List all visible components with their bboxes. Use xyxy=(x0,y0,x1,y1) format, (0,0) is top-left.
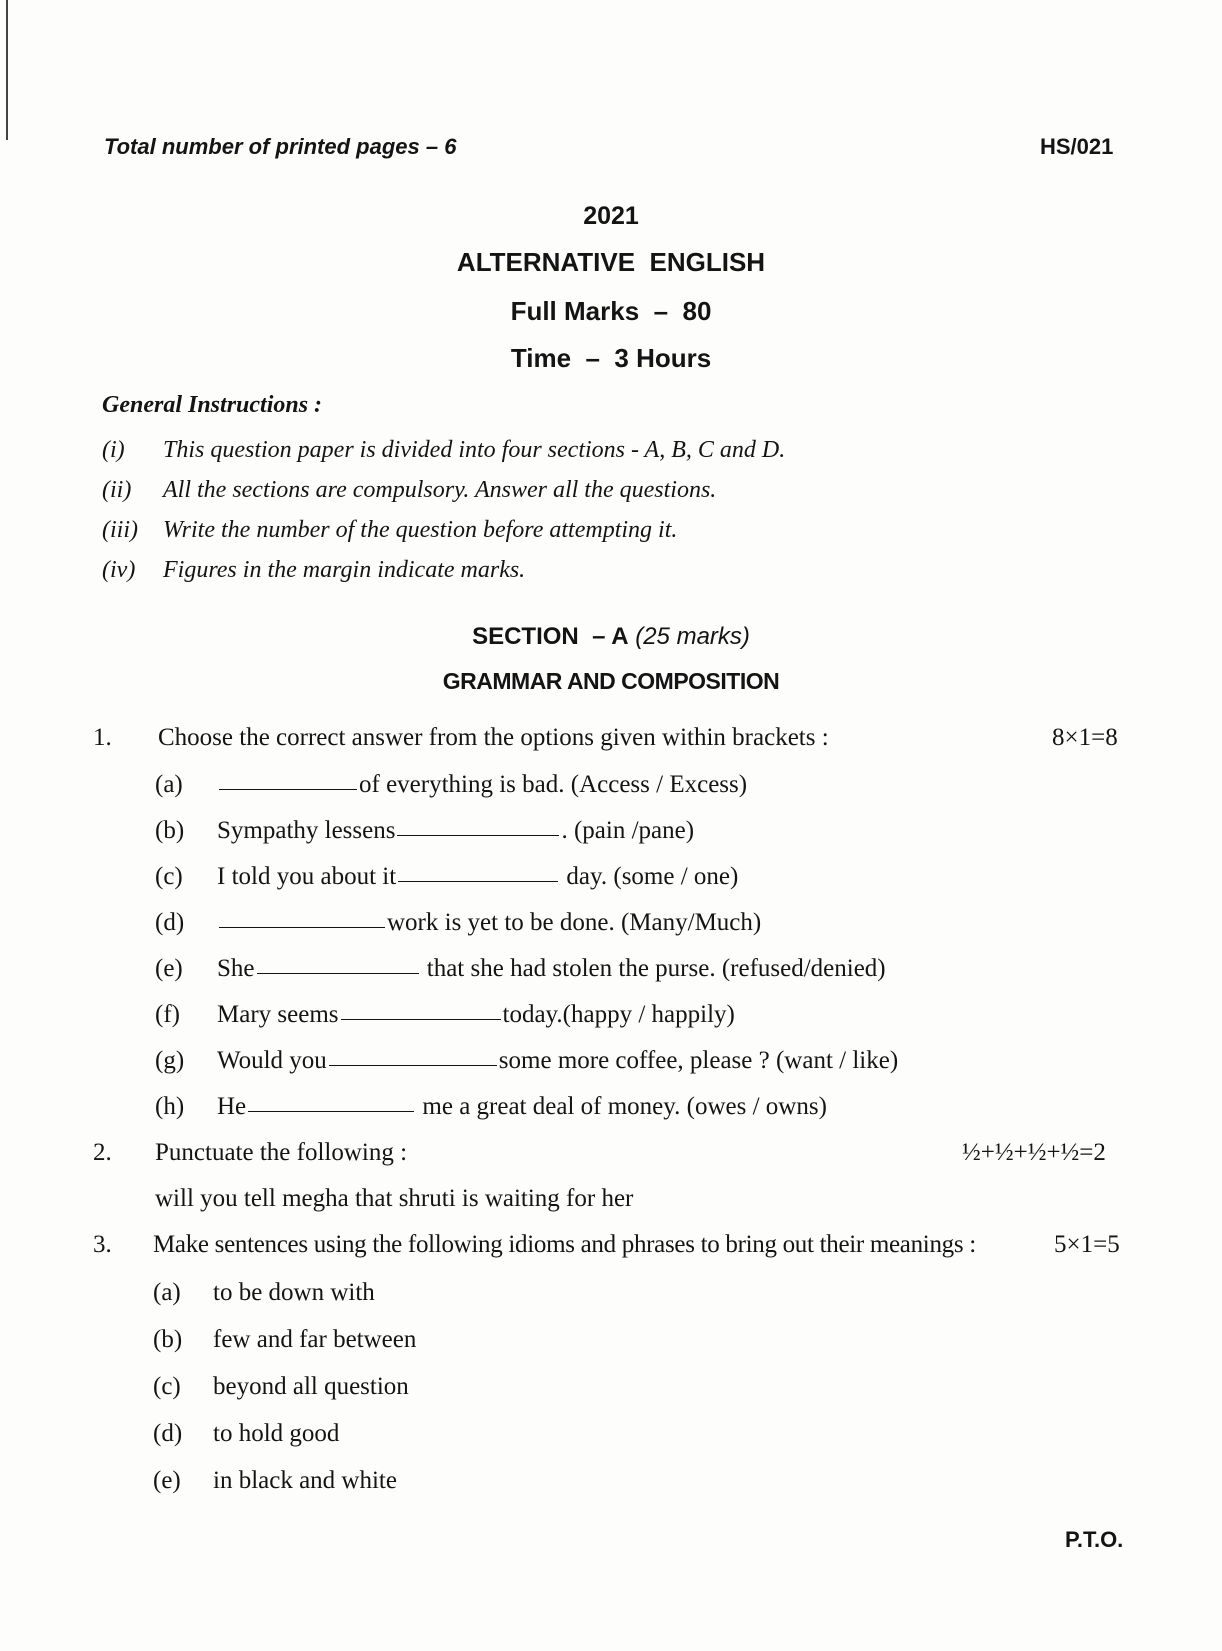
item-text-before: I told you about it xyxy=(217,863,397,890)
question-number: 2. xyxy=(93,1139,112,1166)
section-subtitle: GRAMMAR AND COMPOSITION xyxy=(442,668,780,694)
section-heading xyxy=(0,623,1222,651)
pto-label: P.T.O. xyxy=(1065,1527,1124,1552)
item-label: (e) xyxy=(153,1467,181,1494)
idiom-text: to be down with xyxy=(213,1279,375,1306)
fill-blank-line xyxy=(217,1001,735,1029)
item-label: (a) xyxy=(153,1279,181,1306)
question-text: Choose the correct answer from the options given within brackets : xyxy=(158,724,829,751)
blank-line xyxy=(219,788,357,790)
item-text-before: Would you xyxy=(217,1047,327,1074)
printed-pages-note: Total number of printed pages – 6 xyxy=(104,134,457,159)
instruction-text: All the sections are compulsory. Answer all the questions. xyxy=(163,477,717,503)
question-marks: 8×1=8 xyxy=(1052,724,1118,751)
item-text-after: . (pain /pane) xyxy=(561,817,695,844)
punctuate-sentence: will you tell megha that shruti is waiting for her xyxy=(155,1185,634,1212)
item-text-before: Sympathy lessens xyxy=(217,817,396,844)
blank-line xyxy=(398,880,558,882)
item-text-after: day. (some / one) xyxy=(560,863,739,890)
idiom-text: in black and white xyxy=(213,1467,397,1494)
item-label: (c) xyxy=(153,1373,181,1400)
item-text-after: today.(happy / happily) xyxy=(502,1001,735,1028)
item-label: (d) xyxy=(155,909,185,936)
subject-title: ALTERNATIVE ENGLISH xyxy=(456,247,766,277)
blank-line xyxy=(248,1110,414,1112)
instruction-number: (iii) xyxy=(102,517,138,543)
item-text-before: He xyxy=(217,1093,247,1120)
instruction-text: This question paper is divided into four sections - A, B, C and D. xyxy=(163,437,786,463)
item-label: (g) xyxy=(155,1047,185,1074)
blank-line xyxy=(397,834,559,836)
item-text-after: me a great deal of money. (owes / owns) xyxy=(416,1093,827,1120)
blank-line xyxy=(341,1018,501,1020)
fill-blank-line xyxy=(217,955,886,983)
item-label: (c) xyxy=(155,863,183,890)
fill-blank-line xyxy=(217,771,747,799)
section-marks: (25 marks) xyxy=(635,623,750,650)
item-text-after: some more coffee, please ? (want / like) xyxy=(498,1047,899,1074)
section-title: SECTION – A xyxy=(472,623,629,650)
question-marks: ½+½+½+½=2 xyxy=(962,1139,1106,1166)
instruction-number: (iv) xyxy=(102,557,136,583)
idiom-text: few and far between xyxy=(213,1326,417,1353)
item-label: (b) xyxy=(153,1326,183,1353)
blank-line xyxy=(257,972,419,974)
item-text-after: work is yet to be done. (Many/Much) xyxy=(387,909,762,936)
item-text-before: Mary seems xyxy=(217,1001,339,1028)
fill-blank-line xyxy=(217,817,694,845)
instruction-number: (i) xyxy=(102,437,125,463)
question-text: Make sentences using the following idioms and phrases to bring out their meanings : xyxy=(153,1231,976,1258)
item-text-after: of everything is bad. (Access / Excess) xyxy=(359,771,748,798)
item-label: (f) xyxy=(155,1001,180,1028)
item-label: (e) xyxy=(155,955,183,982)
instruction-text: Figures in the margin indicate marks. xyxy=(163,557,526,583)
fill-blank-line xyxy=(217,863,738,891)
fill-blank-line xyxy=(217,1093,827,1121)
instruction-text: Write the number of the question before attempting it. xyxy=(163,517,678,543)
question-marks: 5×1=5 xyxy=(1054,1231,1120,1258)
item-label: (h) xyxy=(155,1093,185,1120)
question-number: 3. xyxy=(93,1231,112,1258)
item-label: (a) xyxy=(155,771,183,798)
exam-year: 2021 xyxy=(583,202,639,230)
scan-edge-line xyxy=(6,0,8,140)
instructions-heading: General Instructions : xyxy=(102,392,323,418)
paper-code: HS/021 xyxy=(1040,134,1114,159)
full-marks: Full Marks – 80 xyxy=(510,296,712,326)
item-label: (d) xyxy=(153,1420,183,1447)
blank-line xyxy=(219,926,385,928)
instruction-number: (ii) xyxy=(102,477,132,503)
time-allowed: Time – 3 Hours xyxy=(510,343,712,373)
blank-line xyxy=(329,1064,497,1066)
idiom-text: beyond all question xyxy=(213,1373,409,1400)
item-label: (b) xyxy=(155,817,185,844)
fill-blank-line xyxy=(217,909,761,937)
item-text-after: that she had stolen the purse. (refused/denied) xyxy=(420,955,886,982)
question-text: Punctuate the following : xyxy=(155,1139,408,1166)
question-number: 1. xyxy=(93,724,112,751)
item-text-before: She xyxy=(217,955,255,982)
fill-blank-line xyxy=(217,1047,898,1075)
idiom-text: to hold good xyxy=(213,1420,340,1447)
